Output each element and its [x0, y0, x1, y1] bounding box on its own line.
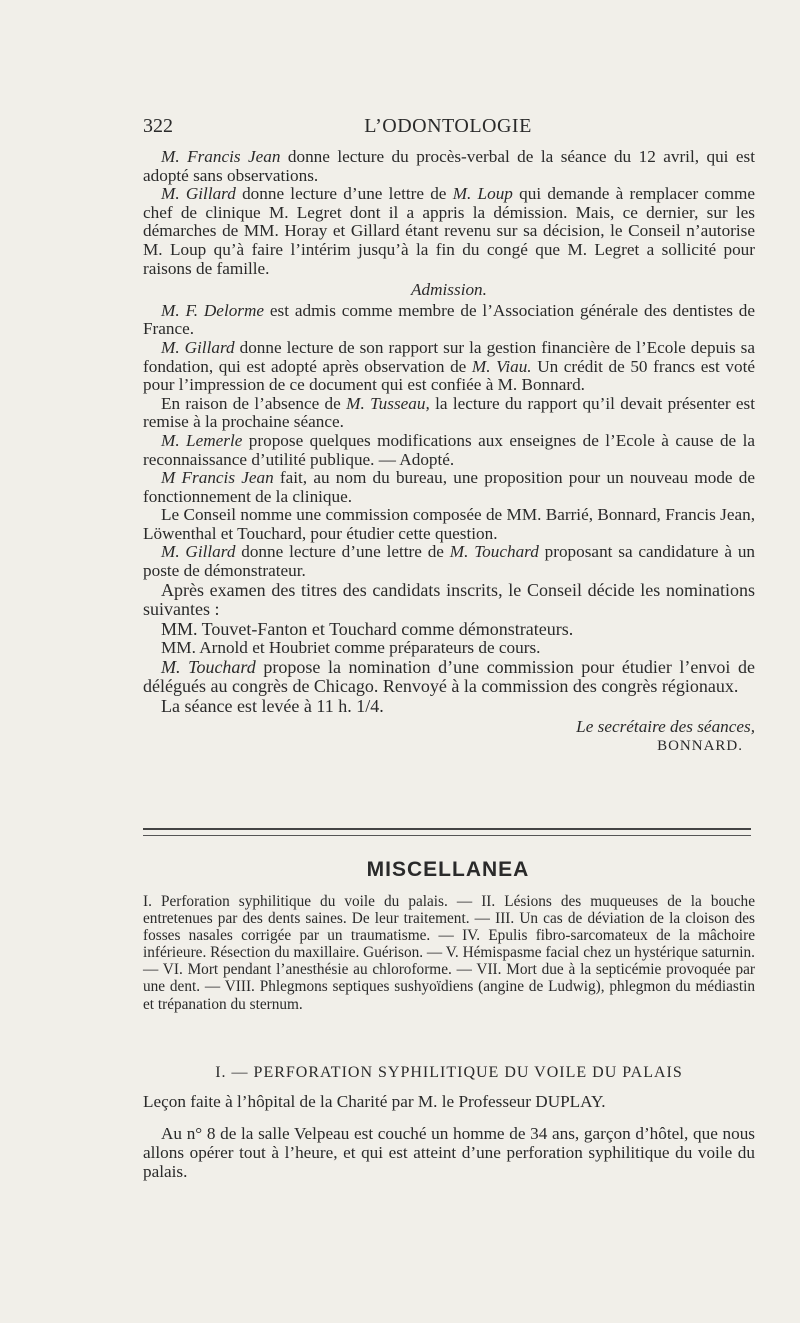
- paragraph: [143, 658, 755, 697]
- miscellanea-summary: I. Perforation syphilitique du voile du palais. — II. Lésions des muqueuses de la bouche entretenues par des dents saines. De leur traitement. — III. Un cas de déviation de la cloison des fosses nasales corrigée par un traumatisme. — IV. Epulis fibro-sarcomateux de la mâchoire inférieure. Résection du maxillaire. Guérison. — V. Hémispasme facial chez un hystérique saturnin. — VI. Mort pendant l’anesthésie au chloroforme. — VII. Mort due à la septicémie provoquée par une dent. — VIII. Phlegmons septiques sushyoïdiens (angine de Ludwig), phlegmon du médiastin et trépanation du sternum.: [143, 893, 755, 1013]
- paragraph: [143, 469, 755, 506]
- paragraph: [143, 432, 755, 469]
- paragraph: [143, 185, 755, 278]
- person-name: M. Viau.: [471, 356, 532, 376]
- person-name: M. Gillard: [161, 542, 236, 562]
- person-name: M. Touchard: [449, 542, 539, 562]
- minutes-body: [143, 148, 755, 755]
- person-name: M Francis Jean: [161, 468, 274, 488]
- paragraph: [143, 302, 755, 339]
- person-name: M. Tusseau,: [346, 393, 430, 413]
- paragraph-text: En raison de l’absence de: [161, 393, 347, 413]
- paragraph: MM. Arnold et Houbriet comme préparateurs de cours.: [161, 638, 541, 658]
- paragraph-text: donne lecture du procès-verbal de la séance du 12 avril, qui est adopté sans observations.: [143, 147, 755, 185]
- paragraph-text: proposant sa candidature à un poste de démonstrateur.: [143, 542, 756, 581]
- person-name: M. Lemerle: [161, 430, 243, 450]
- paragraph-text: qui demande à remplacer comme chef de clinique M. Legret dont il a appris la démission. Mais, ce dernier, sur les démarches de MM. Horay et Gillard étant revenu sur sa décision, le Conseil n’autorise M. Loup qu’à faire l’intérim jusqu’à la fin du congé que M. Legret a sollicité pour raisons de famille.: [143, 184, 755, 278]
- paragraph-text: propose la nomination d’une commission pour étudier l’envoi de délégués au congrès de Chicago. Renvoyé à la commission des congrès régionaux.: [143, 656, 755, 697]
- paragraph-text: propose quelques modifications aux enseignes de l’Ecole à cause de la reconnaissance d’utilité publique. — Adopté.: [143, 430, 756, 469]
- paragraph: Après examen des titres des candidats inscrits, le Conseil décide les nominations suivantes :: [143, 579, 755, 620]
- paragraph-text: donne lecture d’une lettre de: [235, 184, 453, 204]
- lecture-text: Leçon faite à l’hôpital de la Charité par M. le Professeur DUPLAY.: [143, 1092, 606, 1111]
- paragraph: [143, 395, 755, 432]
- admission-heading: Admission.: [411, 280, 487, 300]
- lecture-line: [143, 1092, 755, 1111]
- page-number: 322: [143, 115, 173, 137]
- person-name: M. Touchard: [161, 656, 256, 677]
- paragraph: MM. Touvet-Fanton et Touchard comme démonstrateurs.: [161, 618, 574, 639]
- paragraph-text: donne lecture de son rapport sur la gestion financière de l’Ecole depuis sa fondation, qui est adopté après observation de: [143, 337, 755, 376]
- running-title: L’ODONTOLOGIE: [364, 115, 532, 137]
- paragraph-text: la lecture du rapport qu’il devait présenter est remise à la prochaine séance.: [143, 393, 755, 432]
- section-title: MISCELLANEA: [366, 858, 530, 881]
- person-name: M. F. Delorme: [161, 300, 265, 320]
- signature-name: BONNARD.: [657, 737, 743, 754]
- paragraph-text: est admis comme membre de l’Association générale des dentistes de France.: [143, 300, 755, 339]
- paragraph: [143, 543, 755, 580]
- paragraph-text: donne lecture d’une lettre de: [235, 542, 450, 562]
- subsection-title: I. — PERFORATION SYPHILITIQUE DU VOILE DU PALAIS: [215, 1064, 683, 1081]
- paragraph: Le Conseil nomme une commission composée de MM. Barrié, Bonnard, Francis Jean, Löwenthal et Touchard, pour étudier cette question.: [143, 505, 755, 543]
- paragraph-text: Un crédit de 50 francs est voté pour l’impression de ce document qui est confiée à M. Bonnard.: [143, 356, 755, 395]
- person-name: M. Gillard: [161, 184, 236, 204]
- case-paragraph: Au n° 8 de la salle Velpeau est couché un homme de 34 ans, garçon d’hôtel, que nous allons opérer tout à l’heure, et qui est atteint d’une perforation syphilitique du voile du palais.: [143, 1124, 755, 1181]
- paragraph: [143, 148, 755, 185]
- person-name: M. Gillard: [161, 337, 235, 357]
- page-header: [143, 115, 753, 141]
- paragraph-text: fait, au nom du bureau, une proposition pour un nouveau mode de fonctionnement de la clinique.: [143, 468, 755, 506]
- person-name: M. Loup: [452, 184, 513, 204]
- section-divider: [143, 828, 751, 836]
- paragraph: [143, 339, 755, 395]
- paragraph: La séance est levée à 11 h. 1/4.: [161, 695, 384, 716]
- person-name: M. Francis Jean: [161, 147, 281, 166]
- signature-role: Le secrétaire des séances,: [576, 717, 755, 737]
